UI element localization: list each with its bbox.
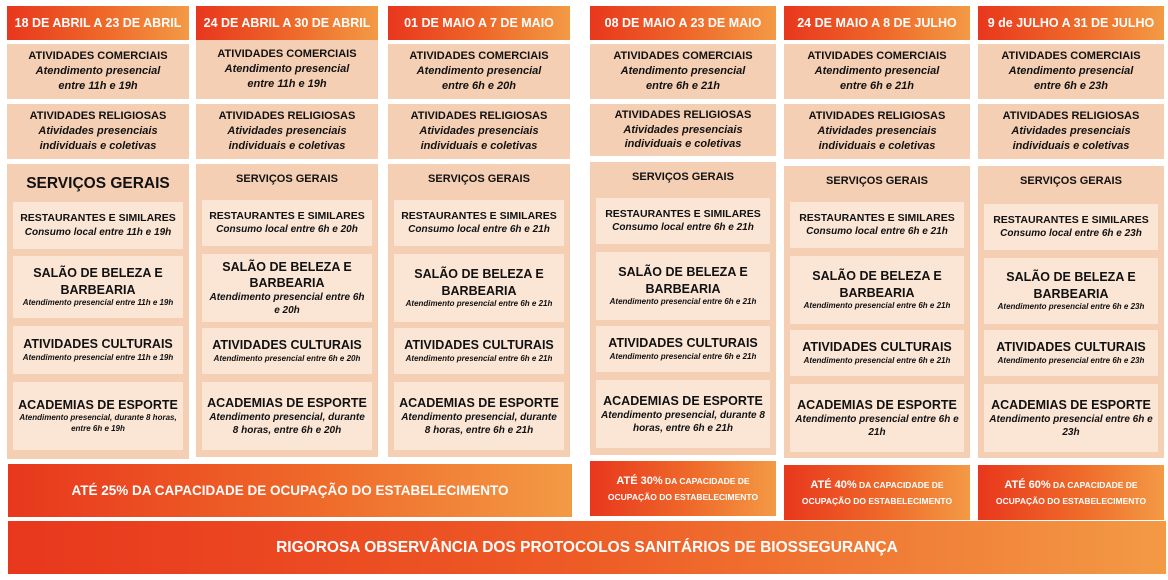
- academias-title: ACADEMIAS DE ESPORTE: [207, 395, 367, 410]
- servicos-gerais-title: SERVIÇOS GERAIS: [1020, 175, 1122, 187]
- culturais-detail: Atendimento presencial entre 6h e 21h: [405, 353, 553, 363]
- religiosas-title: ATIVIDADES RELIGIOSAS: [808, 110, 946, 123]
- comerciais-line1: Atendimento presencial: [1008, 65, 1134, 78]
- salao-title: SALÃO DE BELEZA E BARBEARIA: [618, 265, 748, 296]
- salao-title: SALÃO DE BELEZA E BARBEARIA: [812, 269, 942, 300]
- restaurantes-box: [202, 200, 372, 246]
- religiosas-line2: individuais e coletivas: [39, 139, 157, 152]
- servicos-gerais-panel: [196, 164, 378, 457]
- salao-box: [13, 256, 183, 318]
- religiosas-title: ATIVIDADES RELIGIOSAS: [614, 108, 752, 121]
- religiosas-line2: individuais e coletivas: [228, 139, 346, 152]
- culturais-title: ATIVIDADES CULTURAIS: [23, 337, 173, 352]
- religiosas-box: [7, 104, 189, 159]
- capacity-40-line1: DA CAPACIDADE DE: [856, 479, 944, 490]
- religiosas-line1: Atividades presenciais: [38, 125, 158, 138]
- period-header: 08 DE MAIO A 23 DE MAIO: [590, 6, 776, 40]
- religiosas-line1: Atividades presenciais: [227, 125, 347, 138]
- culturais-title: ATIVIDADES CULTURAIS: [996, 340, 1146, 355]
- restaurantes-detail: Consumo local entre 6h e 23h: [1000, 228, 1142, 240]
- religiosas-line1: Atividades presenciais: [1011, 125, 1131, 138]
- salao-title: SALÃO DE BELEZA E BARBEARIA: [1006, 270, 1136, 301]
- comerciais-title: ATIVIDADES COMERCIAIS: [409, 50, 549, 63]
- academias-title: ACADEMIAS DE ESPORTE: [399, 395, 559, 410]
- restaurantes-detail: Consumo local entre 11h e 19h: [24, 226, 172, 238]
- salao-detail: Atendimento presencial entre 6h e 21h: [405, 298, 553, 308]
- culturais-box: [790, 330, 964, 376]
- capacity-40-pct: ATÉ 40%: [810, 478, 857, 491]
- restaurantes-box: [394, 200, 564, 246]
- servicos-gerais-panel: [590, 162, 776, 455]
- salao-detail: Atendimento presencial entre 6h e 21h: [609, 296, 757, 306]
- salao-detail: Atendimento presencial entre 6h e 20h: [209, 292, 365, 317]
- period-header: 24 DE ABRIL A 30 DE ABRIL: [196, 6, 378, 40]
- culturais-box: [596, 326, 770, 372]
- restaurantes-detail: Consumo local entre 6h e 20h: [216, 224, 358, 236]
- salao-title: SALÃO DE BELEZA E BARBEARIA: [33, 266, 163, 297]
- culturais-detail: Atendimento presencial entre 11h e 19h: [22, 352, 174, 362]
- salao-detail: Atendimento presencial entre 6h e 21h: [803, 300, 951, 310]
- religiosas-title: ATIVIDADES RELIGIOSAS: [218, 110, 356, 123]
- servicos-gerais-title: SERVIÇOS GERAIS: [236, 173, 338, 185]
- academias-detail: Atendimento presencial, durante 8 horas, entre 6h e 21h: [401, 412, 557, 437]
- period-header: 9 de JULHO A 31 DE JULHO: [978, 6, 1164, 40]
- capacity-25-text: ATÉ 25% DA CAPACIDADE DE OCUPAÇÃO DO ESTABELECIMENTO: [71, 483, 509, 498]
- comerciais-title: ATIVIDADES COMERCIAIS: [28, 50, 168, 63]
- academias-detail: Atendimento presencial entre 6h e 21h: [795, 414, 959, 439]
- religiosas-title: ATIVIDADES RELIGIOSAS: [29, 110, 167, 123]
- academias-title: ACADEMIAS DE ESPORTE: [991, 397, 1151, 412]
- culturais-detail: Atendimento presencial entre 6h e 21h: [803, 355, 951, 365]
- salao-box: [596, 252, 770, 320]
- academias-title: ACADEMIAS DE ESPORTE: [603, 393, 763, 408]
- biosafety-footer-banner: [8, 521, 1166, 574]
- capacity-banner-25: [8, 464, 572, 517]
- capacity-30-line2: OCUPAÇÃO DO ESTABELECIMENTO: [607, 491, 759, 502]
- comerciais-line2: entre 6h e 23h: [1034, 79, 1108, 92]
- salao-box: [790, 256, 964, 324]
- restaurantes-title: RESTAURANTES E SIMILARES: [209, 209, 365, 222]
- academias-box: [596, 380, 770, 448]
- comerciais-line2: entre 11h e 19h: [247, 77, 327, 90]
- comerciais-line1: Atendimento presencial: [620, 65, 746, 78]
- comerciais-line2: entre 6h e 21h: [840, 79, 914, 92]
- academias-box: [984, 384, 1158, 452]
- capacity-banner-40: [784, 465, 970, 520]
- comerciais-box: [978, 44, 1164, 99]
- academias-box: [13, 382, 183, 450]
- comerciais-title: ATIVIDADES COMERCIAIS: [1001, 50, 1141, 63]
- footer-text: RIGOROSA OBSERVÂNCIA DOS PROTOCOLOS SANITÁRIOS DE BIOSSEGURANÇA: [276, 538, 898, 556]
- religiosas-line2: individuais e coletivas: [1012, 139, 1130, 152]
- capacity-60-line1: DA CAPACIDADE DE: [1050, 479, 1138, 490]
- comerciais-box: [590, 44, 776, 99]
- academias-title: ACADEMIAS DE ESPORTE: [18, 398, 178, 413]
- culturais-box: [984, 330, 1158, 376]
- religiosas-box: [388, 104, 570, 159]
- academias-detail: Atendimento presencial, durante 8 horas, entre 6h e 19h: [19, 413, 177, 434]
- servicos-gerais-title: SERVIÇOS GERAIS: [26, 175, 170, 192]
- culturais-box: [394, 328, 564, 374]
- comerciais-box: [388, 44, 570, 99]
- comerciais-title: ATIVIDADES COMERCIAIS: [613, 50, 753, 63]
- capacity-30-pct: ATÉ 30%: [616, 474, 663, 487]
- restaurantes-box: [984, 204, 1158, 250]
- religiosas-line1: Atividades presenciais: [817, 125, 937, 138]
- servicos-gerais-title: SERVIÇOS GERAIS: [826, 175, 928, 187]
- period-header: 24 DE MAIO A 8 DE JULHO: [784, 6, 970, 40]
- religiosas-box: [978, 104, 1164, 159]
- comerciais-box: [7, 44, 189, 99]
- culturais-title: ATIVIDADES CULTURAIS: [212, 338, 362, 353]
- religiosas-line2: individuais e coletivas: [624, 138, 742, 151]
- culturais-detail: Atendimento presencial entre 6h e 23h: [997, 355, 1145, 365]
- academias-box: [790, 384, 964, 452]
- servicos-gerais-panel: [7, 164, 189, 459]
- restaurantes-box: [13, 202, 183, 249]
- servicos-gerais-title: SERVIÇOS GERAIS: [428, 173, 530, 185]
- capacity-60-pct: ATÉ 60%: [1004, 478, 1051, 491]
- academias-box: [202, 382, 372, 450]
- restaurantes-title: RESTAURANTES E SIMILARES: [20, 212, 176, 225]
- comerciais-line1: Atendimento presencial: [224, 63, 350, 76]
- capacity-30-line1: DA CAPACIDADE DE: [662, 475, 750, 486]
- capacity-60-line2: OCUPAÇÃO DO ESTABELECIMENTO: [995, 495, 1147, 506]
- comerciais-line1: Atendimento presencial: [416, 65, 542, 78]
- restaurantes-box: [596, 198, 770, 244]
- restaurantes-detail: Consumo local entre 6h e 21h: [612, 222, 754, 234]
- culturais-detail: Atendimento presencial entre 6h e 20h: [213, 353, 361, 363]
- comerciais-line1: Atendimento presencial: [35, 65, 161, 78]
- salao-detail: Atendimento presencial entre 6h e 23h: [997, 301, 1145, 311]
- capacity-banner-30: [590, 461, 776, 516]
- academias-title: ACADEMIAS DE ESPORTE: [797, 397, 957, 412]
- servicos-gerais-panel: [388, 164, 570, 457]
- religiosas-line2: individuais e coletivas: [818, 139, 936, 152]
- servicos-gerais-panel: [978, 166, 1164, 458]
- comerciais-line2: entre 11h e 19h: [58, 79, 138, 92]
- servicos-gerais-panel: [784, 166, 970, 458]
- capacity-40-line2: OCUPAÇÃO DO ESTABELECIMENTO: [801, 495, 953, 506]
- religiosas-line1: Atividades presenciais: [419, 125, 539, 138]
- culturais-box: [13, 326, 183, 374]
- culturais-detail: Atendimento presencial entre 6h e 21h: [609, 351, 757, 361]
- religiosas-title: ATIVIDADES RELIGIOSAS: [410, 110, 548, 123]
- restaurantes-title: RESTAURANTES E SIMILARES: [401, 209, 557, 222]
- restaurantes-detail: Consumo local entre 6h e 21h: [806, 226, 948, 238]
- salao-detail: Atendimento presencial entre 11h e 19h: [22, 297, 174, 307]
- religiosas-box: [196, 104, 378, 159]
- servicos-gerais-title: SERVIÇOS GERAIS: [632, 171, 734, 183]
- comerciais-box: [784, 44, 970, 99]
- comerciais-line2: entre 6h e 21h: [646, 79, 720, 92]
- restaurantes-title: RESTAURANTES E SIMILARES: [799, 211, 955, 224]
- religiosas-title: ATIVIDADES RELIGIOSAS: [1002, 110, 1140, 123]
- comerciais-title: ATIVIDADES COMERCIAIS: [807, 50, 947, 63]
- religiosas-box: [784, 104, 970, 159]
- salao-box: [394, 254, 564, 322]
- religiosas-line2: individuais e coletivas: [420, 139, 538, 152]
- culturais-title: ATIVIDADES CULTURAIS: [802, 340, 952, 355]
- salao-box: [984, 258, 1158, 324]
- culturais-box: [202, 328, 372, 374]
- culturais-title: ATIVIDADES CULTURAIS: [404, 338, 554, 353]
- restaurantes-box: [790, 202, 964, 248]
- religiosas-box: [590, 104, 776, 156]
- academias-detail: Atendimento presencial entre 6h e 23h: [989, 414, 1153, 439]
- academias-detail: Atendimento presencial, durante 8 horas, entre 6h e 21h: [601, 410, 765, 435]
- period-header: 18 DE ABRIL A 23 DE ABRIL: [7, 6, 189, 40]
- capacity-banner-60: [978, 465, 1164, 520]
- comerciais-line1: Atendimento presencial: [814, 65, 940, 78]
- comerciais-title: ATIVIDADES COMERCIAIS: [217, 48, 357, 61]
- comerciais-line2: entre 6h e 20h: [442, 79, 516, 92]
- period-header: 01 DE MAIO A 7 DE MAIO: [388, 6, 570, 40]
- culturais-title: ATIVIDADES CULTURAIS: [608, 336, 758, 351]
- restaurantes-title: RESTAURANTES E SIMILARES: [605, 207, 761, 220]
- religiosas-line1: Atividades presenciais: [623, 123, 743, 136]
- restaurantes-detail: Consumo local entre 6h e 21h: [408, 224, 550, 236]
- salao-box: [202, 254, 372, 322]
- comerciais-box: [196, 40, 378, 99]
- salao-title: SALÃO DE BELEZA E BARBEARIA: [222, 259, 352, 290]
- restaurantes-title: RESTAURANTES E SIMILARES: [993, 213, 1149, 226]
- salao-title: SALÃO DE BELEZA E BARBEARIA: [414, 267, 544, 298]
- academias-box: [394, 382, 564, 450]
- academias-detail: Atendimento presencial, durante 8 horas, entre 6h e 20h: [209, 412, 365, 437]
